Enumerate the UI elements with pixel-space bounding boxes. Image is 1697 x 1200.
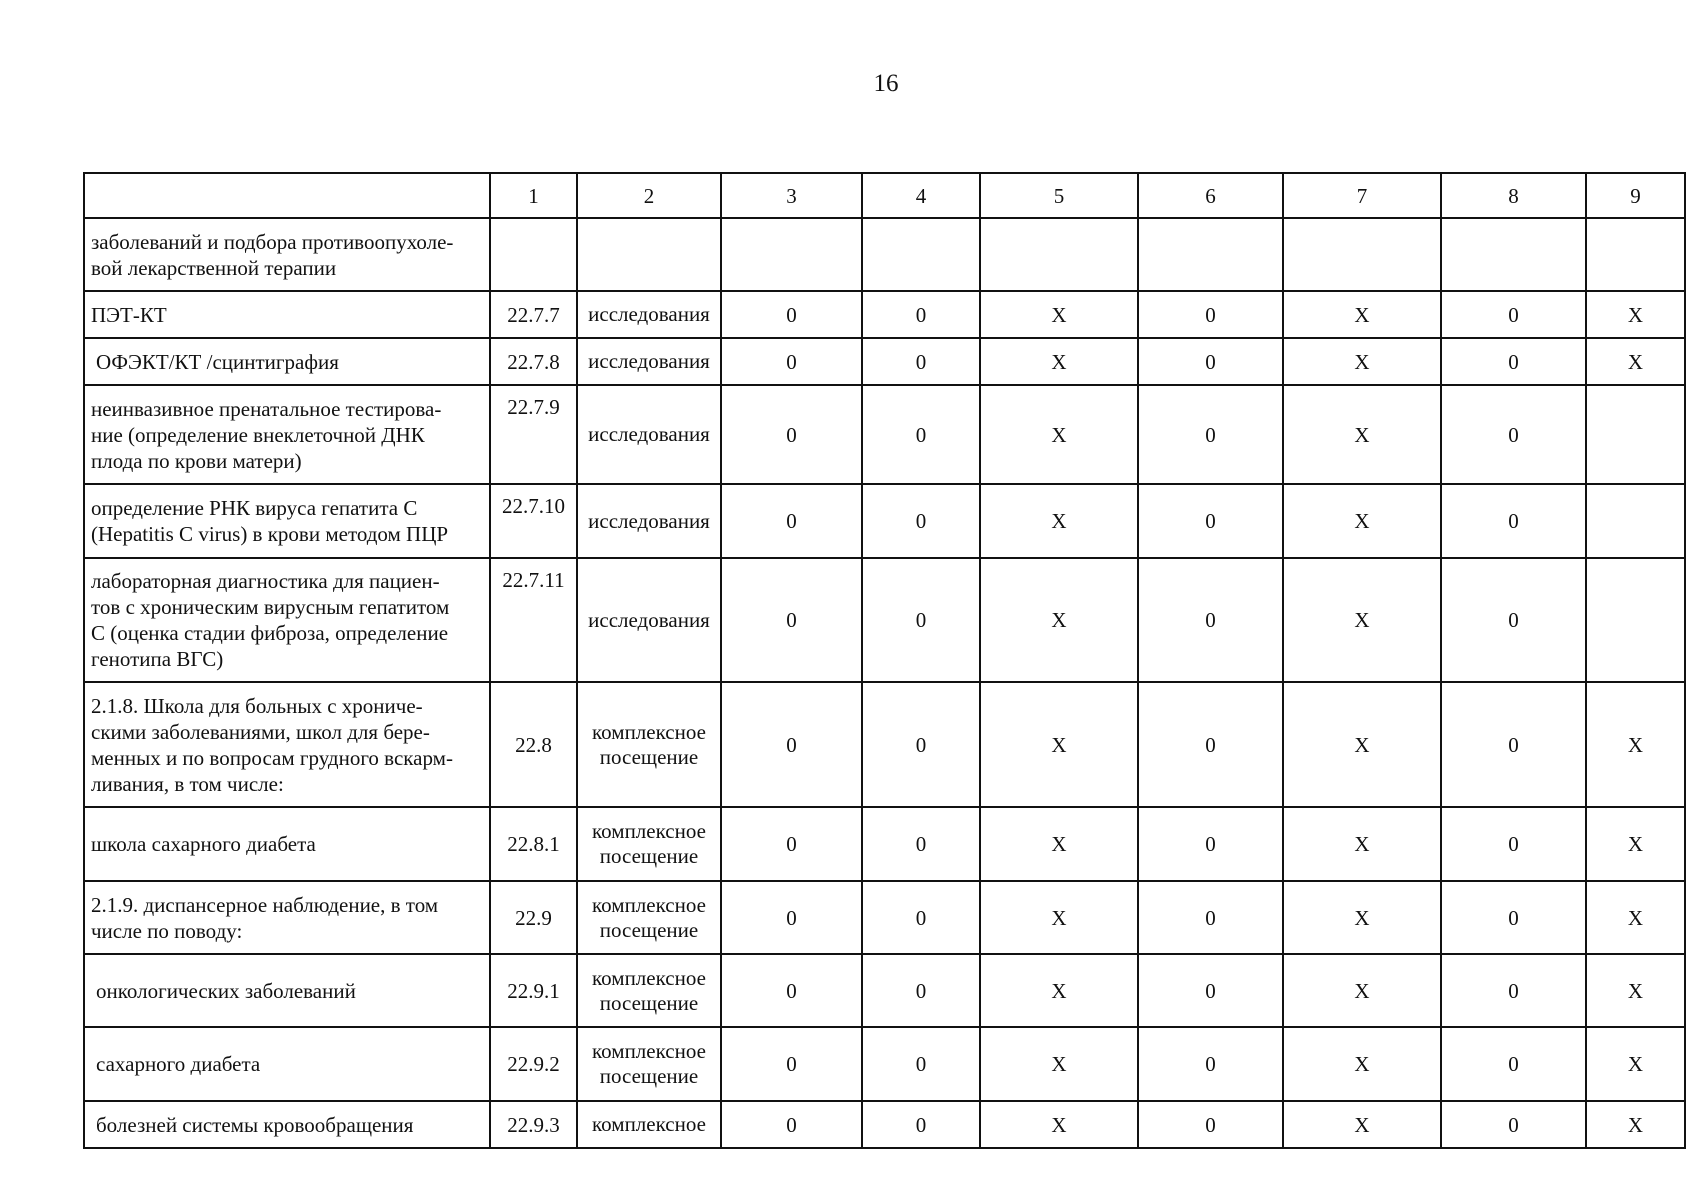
row-value-cell-6: 0 [1138, 682, 1283, 807]
header-cell-6: 6 [1138, 173, 1283, 218]
row-value-cell-7: X [1283, 338, 1441, 385]
row-name-cell: определение РНК вируса гепатита С (Hepatitis C virus) в крови методом ПЦР [84, 484, 490, 558]
row-value-cell-4: 0 [862, 1101, 980, 1148]
row-unit-cell: комплексное посещение [577, 682, 721, 807]
row-value-cell-6: 0 [1138, 807, 1283, 881]
row-unit-cell: исследования [577, 338, 721, 385]
row-value-cell-4: 0 [862, 385, 980, 484]
row-value-cell-9: X [1586, 954, 1685, 1027]
row-value-cell-5: X [980, 484, 1138, 558]
row-name-cell: заболеваний и подбора противоопухоле- вой лекарственной терапии [84, 218, 490, 291]
row-name-cell: школа сахарного диабета [84, 807, 490, 881]
row-value-cell-5: X [980, 385, 1138, 484]
page-number: 16 [873, 70, 899, 97]
table-row [84, 558, 1685, 682]
column-number-row [84, 173, 1685, 218]
row-value-cell-5: X [980, 558, 1138, 682]
header-cell-7: 7 [1283, 173, 1441, 218]
row-value-cell-6: 0 [1138, 291, 1283, 338]
header-cell-3: 3 [721, 173, 862, 218]
row-value-cell-8: 0 [1441, 881, 1586, 954]
row-value-cell-7: X [1283, 881, 1441, 954]
row-name-cell: сахарного диабета [84, 1027, 490, 1101]
row-value-cell-6: 0 [1138, 484, 1283, 558]
table-row [84, 807, 1685, 881]
row-value-cell-9 [1586, 558, 1685, 682]
table-row [84, 954, 1685, 1027]
row-value-cell-7: X [1283, 558, 1441, 682]
row-value-cell-5: X [980, 291, 1138, 338]
row-unit-cell: комплексное посещение [577, 881, 721, 954]
row-value-cell-5: X [980, 881, 1138, 954]
row-value-cell-7: X [1283, 682, 1441, 807]
header-cell-1: 1 [490, 173, 577, 218]
row-value-cell-3 [721, 218, 862, 291]
row-value-cell-3: 0 [721, 807, 862, 881]
row-value-cell-4: 0 [862, 338, 980, 385]
row-value-cell-3: 0 [721, 1101, 862, 1148]
row-unit-cell [577, 218, 721, 291]
row-unit-cell: исследования [577, 385, 721, 484]
row-name-cell: лабораторная диагностика для пациен- тов с хроническим вирусным гепатитом С (оценка стадии фиброза, определение генотипа ВГС) [84, 558, 490, 682]
row-code-cell: 22.8.1 [490, 807, 577, 881]
row-value-cell-3: 0 [721, 484, 862, 558]
table-row [84, 218, 1685, 291]
table-row [84, 338, 1685, 385]
row-value-cell-9: X [1586, 682, 1685, 807]
header-cell-4: 4 [862, 173, 980, 218]
row-value-cell-3: 0 [721, 385, 862, 484]
row-value-cell-5: X [980, 954, 1138, 1027]
row-name-cell: неинвазивное пренатальное тестирова- ние (определение внеклеточной ДНК плода по крови матери) [84, 385, 490, 484]
row-value-cell-4: 0 [862, 881, 980, 954]
row-unit-cell: комплексное посещение [577, 954, 721, 1027]
row-value-cell-7 [1283, 218, 1441, 291]
row-value-cell-8: 0 [1441, 1027, 1586, 1101]
row-value-cell-3: 0 [721, 881, 862, 954]
row-value-cell-8: 0 [1441, 807, 1586, 881]
row-value-cell-3: 0 [721, 338, 862, 385]
row-value-cell-8: 0 [1441, 484, 1586, 558]
row-code-cell: 22.7.7 [490, 291, 577, 338]
row-value-cell-4 [862, 218, 980, 291]
row-value-cell-7: X [1283, 484, 1441, 558]
row-value-cell-5: X [980, 1101, 1138, 1148]
row-value-cell-3: 0 [721, 558, 862, 682]
header-cell-2: 2 [577, 173, 721, 218]
row-value-cell-9: X [1586, 807, 1685, 881]
row-value-cell-6: 0 [1138, 954, 1283, 1027]
row-unit-cell: исследования [577, 291, 721, 338]
header-cell-8: 8 [1441, 173, 1586, 218]
row-value-cell-6: 0 [1138, 558, 1283, 682]
row-value-cell-6: 0 [1138, 385, 1283, 484]
row-value-cell-5: X [980, 682, 1138, 807]
row-code-cell: 22.7.9 [490, 385, 577, 484]
row-name-cell: онкологических заболеваний [84, 954, 490, 1027]
row-value-cell-8: 0 [1441, 954, 1586, 1027]
row-code-cell: 22.7.10 [490, 484, 577, 558]
row-value-cell-6: 0 [1138, 1027, 1283, 1101]
row-value-cell-4: 0 [862, 954, 980, 1027]
row-unit-cell: исследования [577, 484, 721, 558]
row-value-cell-5 [980, 218, 1138, 291]
table-row [84, 881, 1685, 954]
row-value-cell-8: 0 [1441, 385, 1586, 484]
row-value-cell-5: X [980, 338, 1138, 385]
table-row [84, 291, 1685, 338]
row-code-cell: 22.9.1 [490, 954, 577, 1027]
row-value-cell-9: X [1586, 881, 1685, 954]
table-row [84, 484, 1685, 558]
row-value-cell-9 [1586, 484, 1685, 558]
header-cell-9: 9 [1586, 173, 1685, 218]
row-name-cell: ОФЭКТ/КТ /сцинтиграфия [84, 338, 490, 385]
row-value-cell-4: 0 [862, 291, 980, 338]
row-value-cell-6: 0 [1138, 881, 1283, 954]
row-value-cell-8 [1441, 218, 1586, 291]
table-row [84, 1027, 1685, 1101]
row-value-cell-9: X [1586, 1027, 1685, 1101]
row-value-cell-4: 0 [862, 807, 980, 881]
row-value-cell-8: 0 [1441, 1101, 1586, 1148]
header-cell-5: 5 [980, 173, 1138, 218]
row-value-cell-6: 0 [1138, 1101, 1283, 1148]
row-unit-cell: комплексное посещение [577, 807, 721, 881]
row-code-cell: 22.9.3 [490, 1101, 577, 1148]
row-value-cell-4: 0 [862, 1027, 980, 1101]
row-code-cell: 22.7.11 [490, 558, 577, 682]
row-value-cell-6: 0 [1138, 338, 1283, 385]
row-name-cell: 2.1.9. диспансерное наблюдение, в том числе по поводу: [84, 881, 490, 954]
table-row [84, 385, 1685, 484]
data-table [83, 172, 1686, 1149]
row-code-cell: 22.8 [490, 682, 577, 807]
row-value-cell-9: X [1586, 291, 1685, 338]
row-value-cell-8: 0 [1441, 558, 1586, 682]
table-row [84, 682, 1685, 807]
row-value-cell-5: X [980, 1027, 1138, 1101]
row-value-cell-4: 0 [862, 558, 980, 682]
row-unit-cell: комплексное посещение [577, 1027, 721, 1101]
row-unit-cell: исследования [577, 558, 721, 682]
row-value-cell-3: 0 [721, 682, 862, 807]
row-code-cell: 22.7.8 [490, 338, 577, 385]
row-name-cell: болезней системы кровообращения [84, 1101, 490, 1148]
header-cell-name [84, 173, 490, 218]
row-value-cell-7: X [1283, 954, 1441, 1027]
row-value-cell-7: X [1283, 385, 1441, 484]
row-value-cell-8: 0 [1441, 291, 1586, 338]
row-unit-cell: комплексное [577, 1101, 721, 1148]
row-value-cell-3: 0 [721, 291, 862, 338]
row-value-cell-7: X [1283, 1101, 1441, 1148]
row-value-cell-8: 0 [1441, 682, 1586, 807]
row-value-cell-7: X [1283, 807, 1441, 881]
row-value-cell-7: X [1283, 291, 1441, 338]
row-value-cell-9: X [1586, 1101, 1685, 1148]
row-name-cell: ПЭТ-КТ [84, 291, 490, 338]
row-code-cell: 22.9 [490, 881, 577, 954]
row-value-cell-4: 0 [862, 682, 980, 807]
row-value-cell-8: 0 [1441, 338, 1586, 385]
row-value-cell-7: X [1283, 1027, 1441, 1101]
row-name-cell: 2.1.8. Школа для больных с хрониче- скими заболеваниями, школ для бере- менных и по вопросам грудного вскарм- ливания, в том числе: [84, 682, 490, 807]
row-value-cell-9 [1586, 218, 1685, 291]
table-row [84, 1101, 1685, 1148]
row-value-cell-9: X [1586, 338, 1685, 385]
row-code-cell: 22.9.2 [490, 1027, 577, 1101]
row-code-cell [490, 218, 577, 291]
row-value-cell-3: 0 [721, 1027, 862, 1101]
row-value-cell-3: 0 [721, 954, 862, 1027]
row-value-cell-6 [1138, 218, 1283, 291]
row-value-cell-9 [1586, 385, 1685, 484]
row-value-cell-5: X [980, 807, 1138, 881]
row-value-cell-4: 0 [862, 484, 980, 558]
